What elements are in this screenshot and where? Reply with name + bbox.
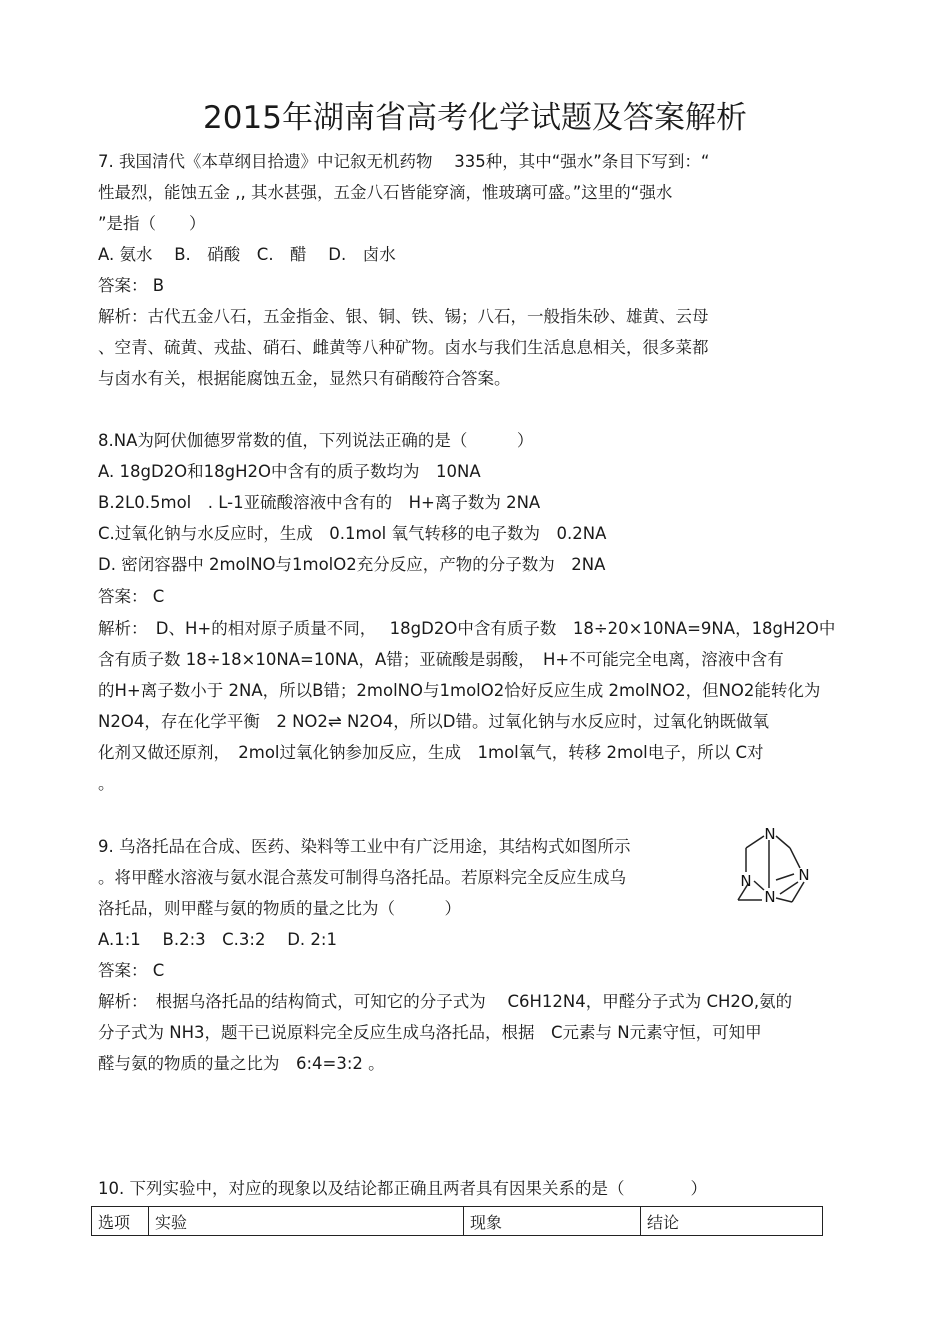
q7-stem-line-2: 性最烈，能蚀五金 ,, 其水甚强，五金八石皆能穿滴，惟玻璃可盛。”这里的“强水 bbox=[98, 183, 673, 202]
q9-stem-line-1: 9. 乌洛托品在合成、医药、染料等工业中有广泛用途，其结构式如图所示 bbox=[98, 837, 631, 856]
document-title: 2015年湖南省高考化学试题及答案解析 bbox=[203, 100, 747, 136]
q7-options: A. 氨水 B. 硝酸 C. 醋 D. 卤水 bbox=[98, 245, 396, 264]
q8-stem: 8.NA为阿伏伽德罗常数的值，下列说法正确的是（ ） bbox=[98, 431, 534, 450]
q8-option-a: A. 18gD2O和18gH2O中含有的质子数均为 10NA bbox=[98, 462, 481, 481]
q9-stem-line-2: 。将甲醛水溶液与氨水混合蒸发可制得乌洛托品。若原料完全反应生成乌 bbox=[98, 868, 626, 887]
q8-option-d: D. 密闭容器中 2molNO与1molO2充分反应，产物的分子数为 2NA bbox=[98, 555, 606, 574]
q7-analysis-line-1: 解析：古代五金八石，五金指金、银、铜、铁、锡；八石，一般指朱砂、雄黄、云母 bbox=[98, 307, 709, 326]
q8-option-b: B.2L0.5mol . L-1亚硫酸溶液中含有的 H+离子数为 2NA bbox=[98, 493, 541, 512]
urotropine-structure-diagram bbox=[728, 820, 818, 910]
q8-analysis-line-4: N2O4，存在化学平衡 2 NO2⇌ N2O4，所以D错。过氧化钠与水反应时，过氧化钠既做氧 bbox=[98, 712, 769, 731]
q8-answer: 答案： C bbox=[98, 587, 165, 606]
q8-analysis-line-3: 的H+离子数小于 2NA，所以B错；2molNO与1molO2恰好反应生成 2molNO2，但NO2能转化为 bbox=[98, 681, 821, 700]
q9-analysis-line-2: 分子式为 NH3，题干已说原料完全反应生成乌洛托品，根据 C元素与 N元素守恒，可知甲 bbox=[98, 1023, 762, 1042]
q10-table bbox=[91, 1206, 823, 1236]
q8-analysis-line-5: 化剂又做还原剂， 2mol过氧化钠参加反应，生成 1mol氧气，转移 2mol电子，所以 C对 bbox=[98, 743, 764, 762]
q7-analysis-line-2: 、空青、硫黄、戎盐、硝石、雌黄等八种矿物。卤水与我们生活息息相关，很多菜都 bbox=[98, 338, 709, 357]
structure-n-left: N bbox=[740, 872, 752, 890]
q9-analysis-line-3: 醛与氨的物质的量之比为 6:4=3:2 。 bbox=[98, 1054, 385, 1073]
q7-analysis-line-3: 与卤水有关，根据能腐蚀五金，显然只有硝酸符合答案。 bbox=[98, 369, 511, 388]
structure-n-bottom: N bbox=[764, 888, 776, 906]
q8-analysis-line-1: 解析： D、H+的相对原子质量不同， 18gD2O中含有质子数 18÷20×10NA=9NA，18gH2O中 bbox=[98, 619, 836, 638]
table-header-row bbox=[92, 1207, 823, 1236]
q8-analysis-line-6: 。 bbox=[98, 774, 115, 793]
q9-stem-line-3: 洛托品，则甲醛与氨的物质的量之比为（ ） bbox=[98, 899, 461, 918]
q7-stem-line-1: 7. 我国清代《本草纲目拾遗》中记叙无机药物 335种，其中“强水”条目下写到：“ bbox=[98, 152, 710, 171]
table-header-option: 选项 bbox=[92, 1207, 149, 1236]
q7-stem-line-3: ”是指（ ） bbox=[98, 214, 206, 233]
table-header-experiment: 实验 bbox=[149, 1207, 464, 1236]
q9-options: A.1:1 B.2:3 C.3:2 D. 2:1 bbox=[98, 930, 337, 949]
q9-analysis-line-1: 解析： 根据乌洛托品的结构简式，可知它的分子式为 C6H12N4，甲醛分子式为 CH2O,氨的 bbox=[98, 992, 793, 1011]
q7-answer: 答案： B bbox=[98, 276, 165, 295]
q10-stem: 10. 下列实验中，对应的现象以及结论都正确且两者具有因果关系的是（ ） bbox=[98, 1179, 707, 1198]
table-header-conclusion: 结论 bbox=[641, 1207, 823, 1236]
q9-answer: 答案： C bbox=[98, 961, 165, 980]
structure-n-top: N bbox=[764, 825, 776, 843]
table-header-phenomenon: 现象 bbox=[464, 1207, 641, 1236]
q8-option-c: C.过氧化钠与水反应时，生成 0.1mol 氧气转移的电子数为 0.2NA bbox=[98, 524, 607, 543]
q8-analysis-line-2: 含有质子数 18÷18×10NA=10NA，A错；亚硫酸是弱酸， H+不可能完全电离，溶液中含有 bbox=[98, 650, 784, 669]
structure-n-right: N bbox=[798, 866, 810, 884]
